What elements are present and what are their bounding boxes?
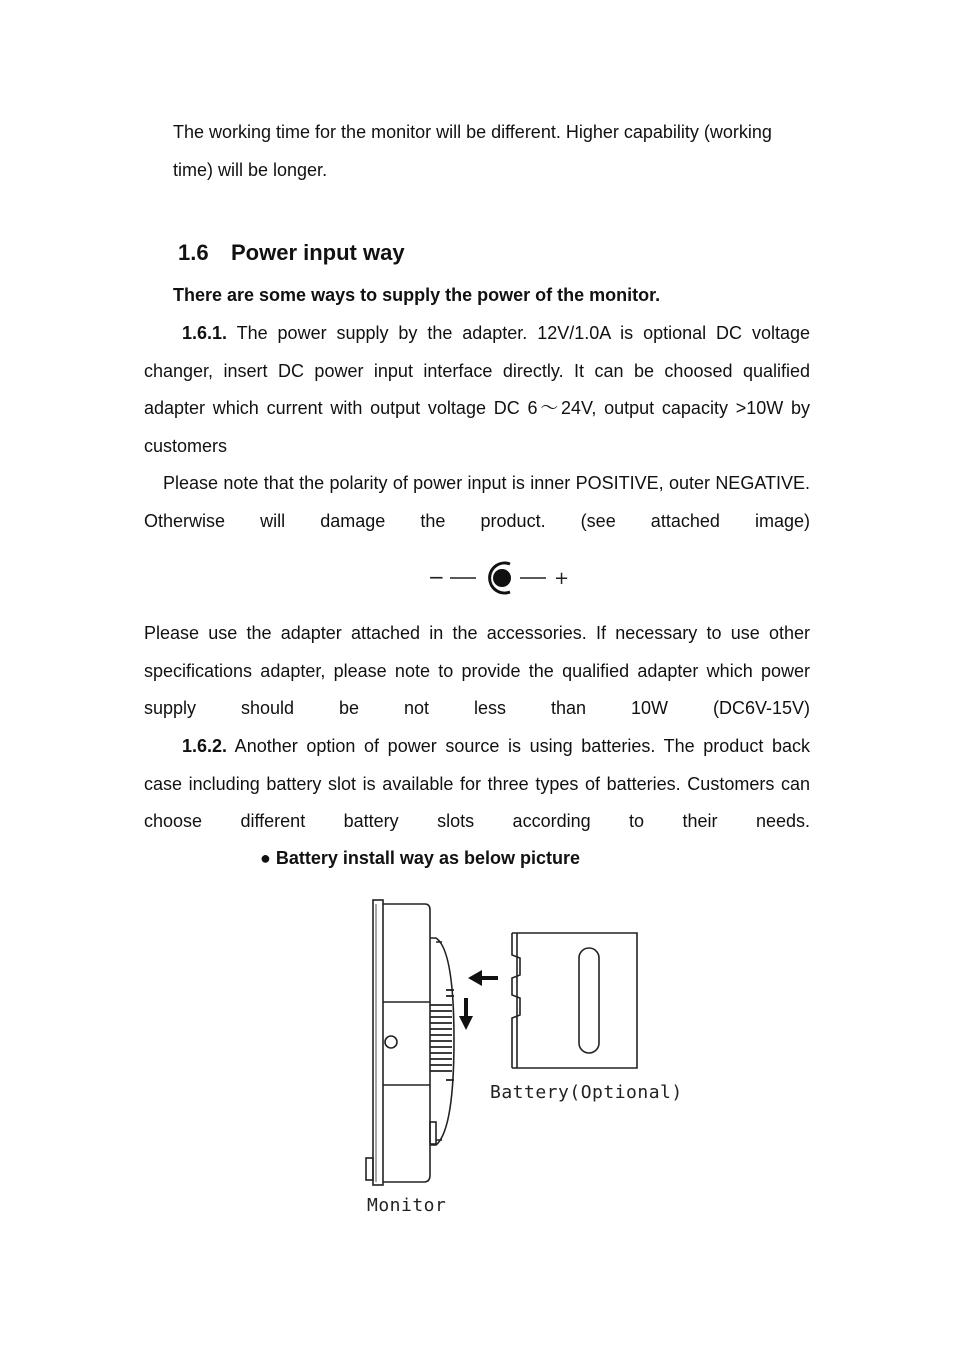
monitor-rear-port bbox=[430, 1122, 436, 1144]
monitor-side-view bbox=[366, 900, 454, 1185]
monitor-front-bezel bbox=[373, 900, 383, 1185]
down-arrow-icon bbox=[459, 1016, 473, 1030]
battery-pack bbox=[512, 933, 637, 1068]
item-1-6-1-text: The power supply by the adapter. 12V/1.0A is optional DC voltage changer, insert DC power input interface directly. It can be choosed qualified adapter which current with output voltage DC 6～24V, output capacity >10W by customers bbox=[144, 323, 810, 456]
section-title: Power input way bbox=[231, 240, 405, 265]
battery-contact-side bbox=[512, 933, 520, 1068]
battery-window bbox=[579, 948, 599, 1053]
monitor-knob bbox=[385, 1036, 397, 1048]
battery-label: Battery(Optional) bbox=[490, 1082, 683, 1103]
intro-paragraph: The working time for the monitor will be different. Higher capability (working time) will be longer. bbox=[173, 122, 772, 180]
battery-outline bbox=[512, 933, 637, 1068]
install-arrows bbox=[459, 970, 498, 1030]
polarity-note: Please note that the polarity of power input is inner POSITIVE, outer NEGATIVE. Otherwise will damage the product. (see attached image) bbox=[144, 473, 810, 531]
section-heading bbox=[178, 238, 405, 268]
battery-slot-ribs bbox=[430, 990, 454, 1080]
monitor-side-button bbox=[366, 1158, 373, 1180]
inner-pin-dot bbox=[493, 569, 511, 587]
adapter-note: Please use the adapter attached in the accessories. If necessary to use other specifications adapter, please note to provide the qualified adapter which power supply should be not less than 10W (DC6V-15V) bbox=[144, 623, 810, 718]
monitor-label: Monitor bbox=[367, 1195, 447, 1216]
battery-install-figure bbox=[350, 890, 700, 1220]
section-number: 1.6 bbox=[178, 240, 209, 265]
plus-sign: + bbox=[554, 568, 570, 589]
item-1-6-2-number: 1.6.2. bbox=[182, 736, 228, 756]
left-arrow-icon bbox=[468, 970, 482, 986]
minus-sign: − bbox=[428, 565, 445, 589]
section-lead: There are some ways to supply the power of the monitor. bbox=[173, 285, 661, 305]
monitor-body bbox=[383, 904, 430, 1182]
item-1-6-1-number: 1.6.1. bbox=[182, 323, 228, 343]
bullet-line bbox=[260, 840, 580, 878]
bullet-text: Battery install way as below picture bbox=[270, 848, 580, 868]
polarity-diagram bbox=[424, 557, 574, 599]
item-1-6-2-text: Another option of power source is using batteries. The product back case including battery slot is available for three types of batteries. Customers can choose different battery slots according to their needs. bbox=[144, 736, 810, 831]
bullet-icon: ● bbox=[260, 848, 271, 868]
